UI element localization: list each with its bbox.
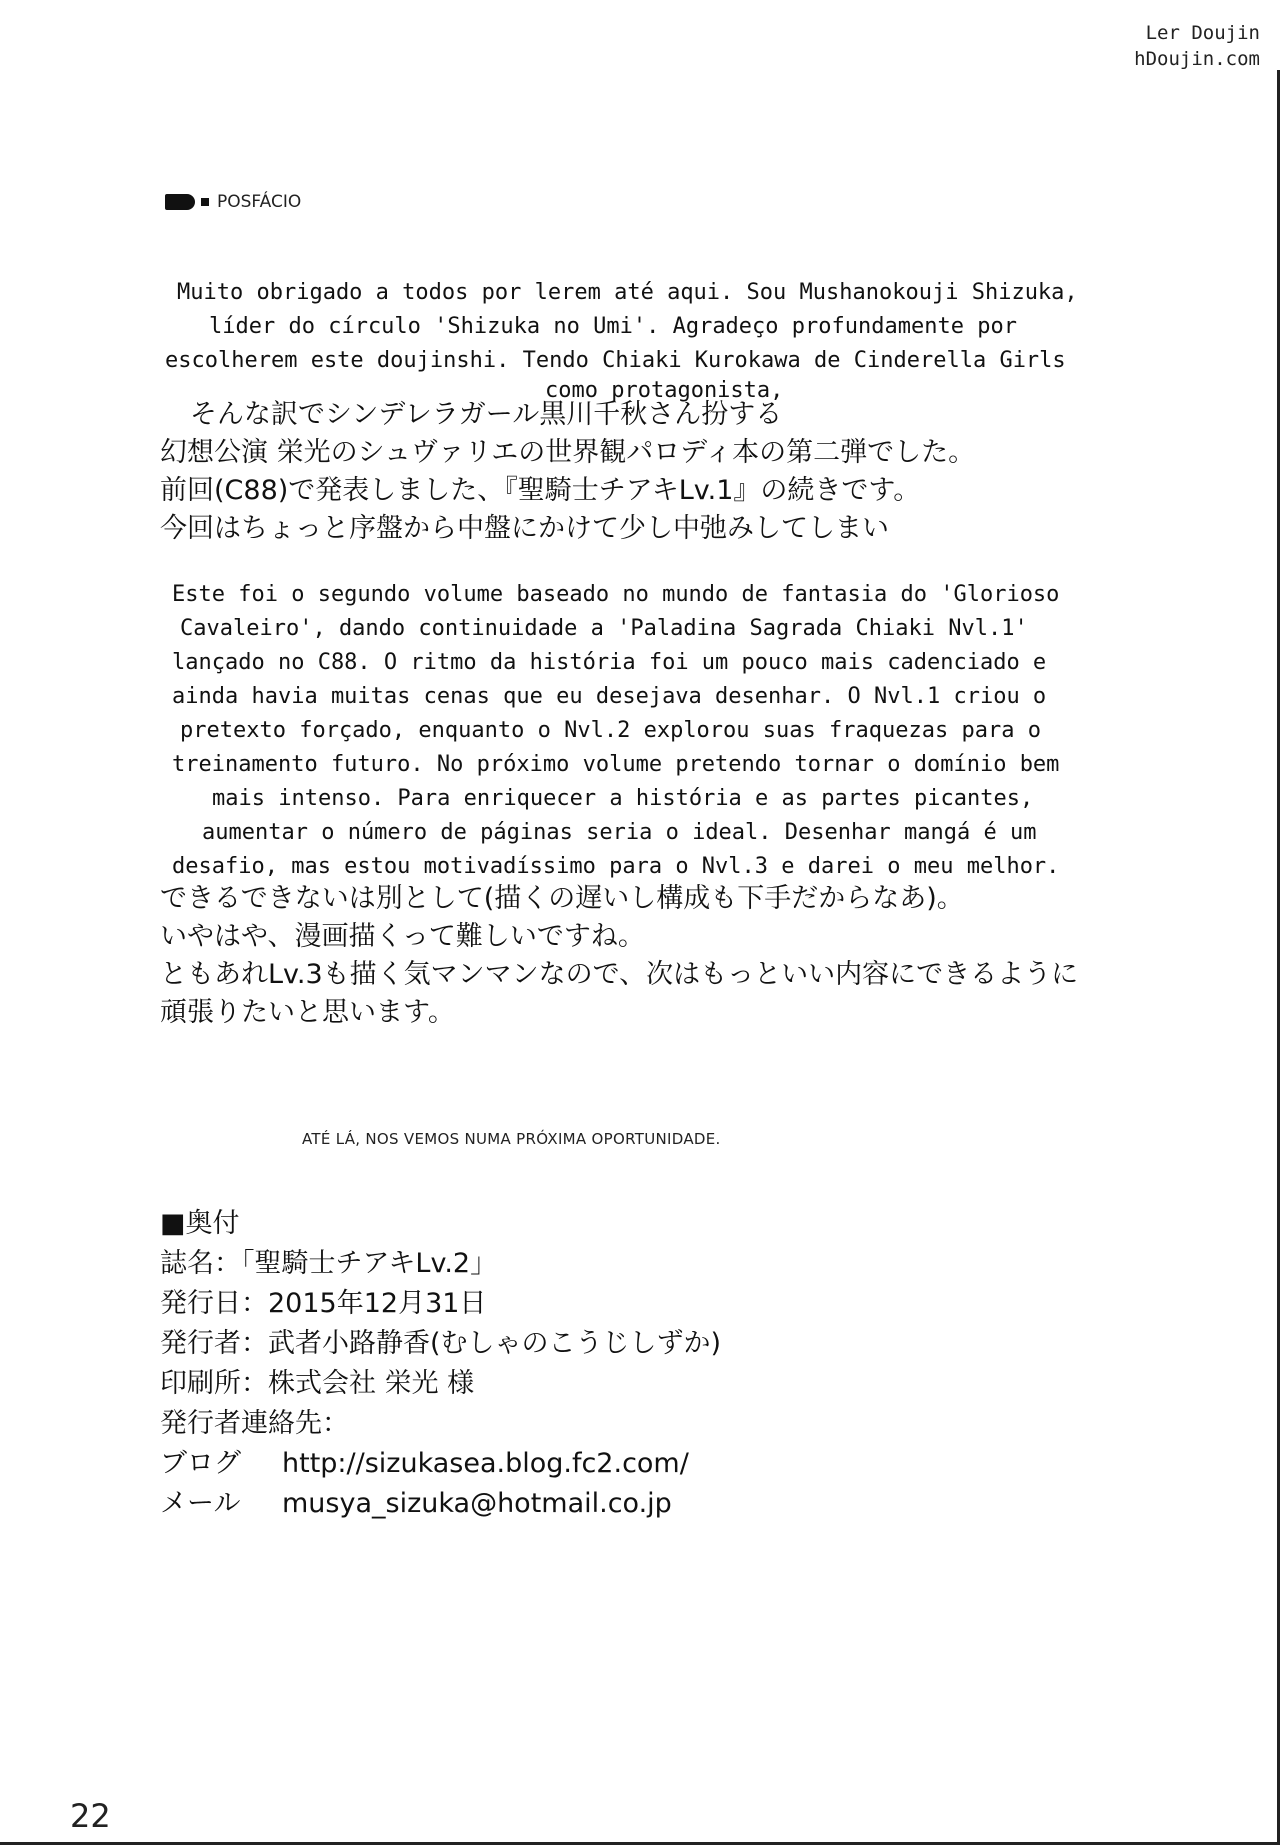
translation-block-1: [165, 276, 1215, 404]
japanese-line: 幻想公演 栄光のシュヴァリエの世界観パロディ本の第二弾でした。: [160, 437, 976, 468]
mail-label: メール: [160, 1488, 241, 1519]
ink-square-icon: [165, 194, 195, 210]
colophon-publisher: 発行者：武者小路静香(むしゃのこうじしずか): [160, 1328, 722, 1359]
section-header: [165, 192, 301, 212]
translation-line: mais intenso. Para enriquecer a história e as partes picantes,: [212, 786, 1034, 811]
japanese-line: 頑張りたいと思います。: [160, 997, 455, 1028]
translation-line: escolherem este doujinshi. Tendo Chiaki Kurokawa de Cinderella Girls: [165, 348, 1066, 373]
translation-line: pretexto forçado, enquanto o Nvl.2 explorou suas fraquezas para o: [180, 718, 1041, 743]
closing-line: ATÉ LÁ, NOS VEMOS NUMA PRÓXIMA OPORTUNIDADE.: [302, 1130, 721, 1148]
translation-line: aumentar o número de páginas seria o ideal. Desenhar mangá é um: [202, 820, 1037, 845]
colophon-blog: [160, 1444, 721, 1484]
colophon-contact-label: 発行者連絡先：: [160, 1408, 349, 1439]
colophon-mail: [160, 1484, 721, 1524]
translation-line: desafio, mas estou motivadíssimo para o Nvl.3 e darei o meu melhor.: [172, 854, 1060, 879]
japanese-block-1: [160, 396, 975, 548]
translation-line: Muito obrigado a todos por lerem até aqui. Sou Mushanokouji Shizuka,: [177, 280, 1078, 305]
blog-url-link[interactable]: http://sizukasea.blog.fc2.com/: [282, 1448, 689, 1479]
colophon-printer: 印刷所：株式会社 栄光 様: [160, 1368, 475, 1399]
watermark: [1134, 20, 1260, 72]
translation-line: Cavaleiro', dando continuidade a 'Paladina Sagrada Chiaki Nvl.1': [180, 616, 1028, 641]
translation-line: líder do círculo 'Shizuka no Umi'. Agradeço profundamente por: [209, 314, 1017, 339]
translation-block-2: [172, 578, 1222, 884]
watermark-line-2: hDoujin.com: [1134, 48, 1260, 70]
translation-line: Este foi o segundo volume baseado no mundo de fantasia do 'Glorioso: [172, 582, 1060, 607]
japanese-line: ともあれLv.3も描く気マンマンなので、次はもっといい内容にできるように: [160, 959, 1079, 990]
page-number: 22: [70, 1797, 111, 1835]
watermark-line-1: Ler Doujin: [1145, 22, 1260, 44]
colophon-magazine: 誌名：「聖騎士チアキLv.2」: [160, 1248, 498, 1279]
japanese-line: できるできないは別として(描くの遅いし構成も下手だからなあ)。: [160, 883, 964, 914]
japanese-line: 前回(C88)で発表しました、『聖騎士チアキLv.1』の続きです。: [160, 475, 921, 506]
translation-line: lançado no C88. O ritmo da história foi um pouco mais cadenciado e: [172, 650, 1047, 675]
translation-line: treinamento futuro. No próximo volume pretendo tornar o domínio bem: [172, 752, 1060, 777]
mail-address-link[interactable]: musya_sizuka@hotmail.co.jp: [282, 1488, 672, 1519]
japanese-line: 今回はちょっと序盤から中盤にかけて少し中弛みしてしまい: [160, 513, 889, 544]
japanese-line: いやはや、漫画描くって難しいですね。: [160, 921, 645, 952]
japanese-block-2: [160, 880, 1078, 1032]
colophon-title: ■奥付: [160, 1208, 240, 1239]
colophon-date: 発行日：2015年12月31日: [160, 1288, 487, 1319]
translation-line: como protagonista,: [545, 378, 784, 403]
japanese-line: そんな訳でシンデレラガール黒川千秋さん扮する: [190, 399, 783, 430]
blog-label: ブログ: [160, 1448, 241, 1479]
bullet-square-icon: [201, 198, 209, 206]
section-title: POSFÁCIO: [217, 192, 302, 212]
translation-line: ainda havia muitas cenas que eu desejava desenhar. O Nvl.1 criou o: [172, 684, 1047, 709]
colophon: [160, 1204, 721, 1524]
